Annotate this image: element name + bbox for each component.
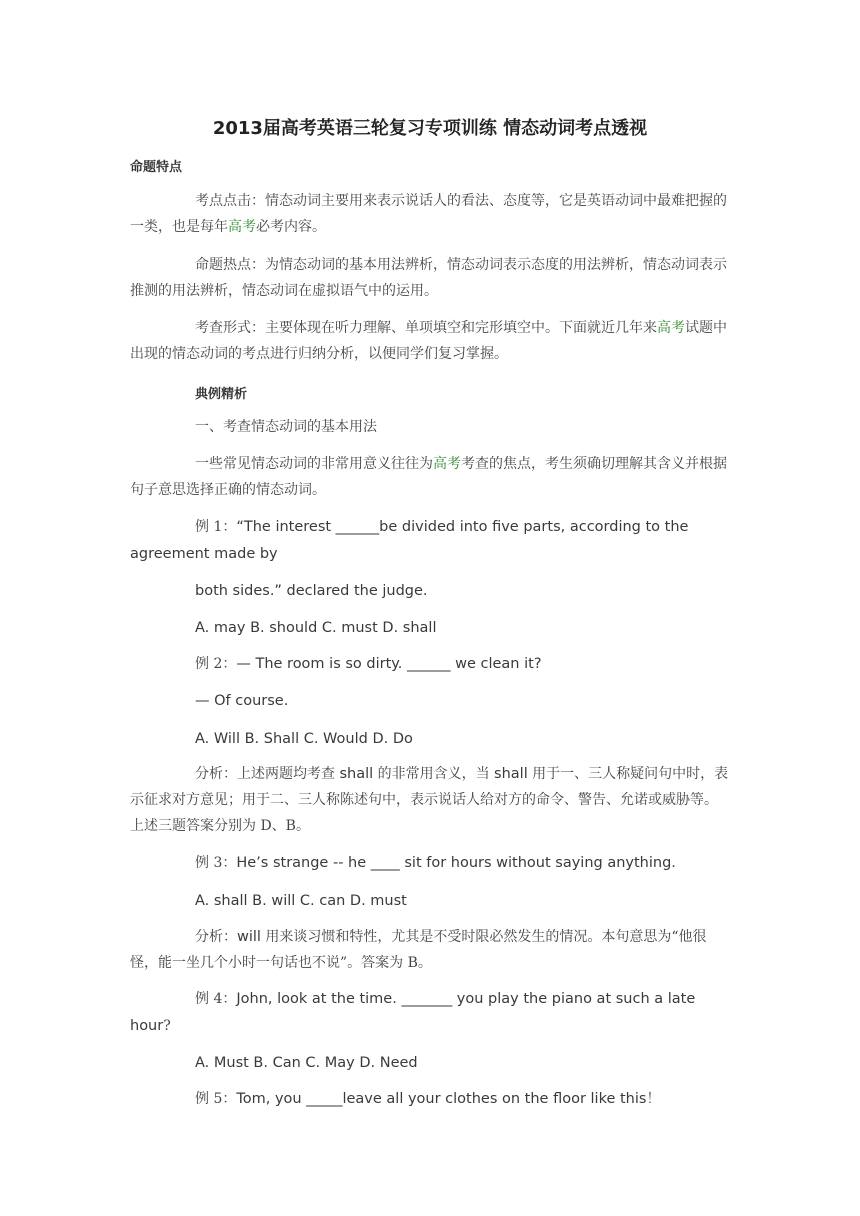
analysis-text: 分析：上述两题均考查: [195, 766, 340, 782]
example-text: both sides.” declared the judge.: [195, 583, 428, 599]
example-label: 例 3：: [195, 855, 237, 871]
paragraph-text: 一些常见情态动词的非常用意义往往为: [195, 456, 433, 472]
example-text: “The interest ______be divided into five parts, according to the: [236, 519, 689, 535]
paragraph-exam-format: [130, 315, 730, 367]
paragraph-text: 考查的焦点，考生须确切理解其含义并根据句子意思选择正确的情态动词。: [130, 456, 727, 498]
analysis-2: [130, 924, 730, 976]
paragraph-hot-topics: 命题热点：为情态动词的基本用法辨析，情态动词表示态度的用法辨析，情态动词表示推测的用法辨析，情态动词在虚拟语气中的运用。: [130, 257, 727, 299]
gaokao-link[interactable]: 高考: [657, 320, 685, 336]
example-text: John, look at the time. _______ you play the piano at such a late: [236, 991, 696, 1007]
example-text: — Of course.: [195, 693, 289, 709]
example-punct: ?: [163, 1018, 171, 1034]
analysis-term: will: [237, 929, 261, 945]
paragraph-text: 试题中出现的情态动词的考点进行归纳分析，以便同学们复习掌握。: [130, 320, 727, 362]
example-text: hour: [130, 1018, 164, 1034]
section-heading-features: 命题特点: [130, 160, 183, 175]
example-text: He’s strange -- he ____ sit for hours without saying anything.: [236, 855, 676, 871]
paragraph-text: 必考内容。: [256, 219, 326, 235]
analysis-text: 的非常用含义，当: [373, 766, 495, 782]
example-1-question-end: [195, 578, 735, 604]
example-label: 例 5：: [195, 1091, 237, 1107]
example-text: — The room is so dirty. ______ we clean it?: [236, 656, 542, 672]
example-1-options: [195, 615, 735, 641]
example-label: 例 4：: [195, 991, 237, 1007]
analysis-text: 分析：: [195, 929, 237, 945]
example-options: A. may B. should C. must D. shall: [195, 620, 437, 636]
example-options: A. Must B. Can C. May D. Need: [195, 1055, 418, 1071]
example-label: 例 2：: [195, 656, 237, 672]
analysis-text: 用来谈习惯和特性，尤其是不受时限必然发生的情况。本句意思为“他很怪，能一坐几个小时一句话也不说”。答案为 B。: [130, 929, 707, 971]
gaokao-link[interactable]: 高考: [228, 219, 256, 235]
section-heading-examples: 典例精析: [195, 387, 248, 402]
example-2-question: [195, 651, 735, 677]
example-options: A. shall B. will C. can D. must: [195, 893, 407, 909]
analysis-term: shall: [339, 766, 374, 782]
example-5-question: [195, 1086, 735, 1112]
example-4-question: [195, 986, 735, 1012]
example-options: A. Will B. Shall C. Would D. Do: [195, 731, 413, 747]
analysis-text: 用于一、三人称疑问句中时，表示征求对方意见；用于二、三人称陈述句中，表示说话人给对方的命令、警告、允诺或威胁等。上述三题答案分别为 D、B。: [130, 766, 729, 834]
paragraph-text: 考点点击：情态动词主要用来表示说话人的看法、态度等，它是英语动词中最难把握的一类，也是每年: [130, 193, 727, 235]
example-2-options: [195, 726, 735, 752]
gaokao-link[interactable]: 高考: [433, 456, 461, 472]
subsection-heading-basic-usage: 一、考查情态动词的基本用法: [195, 419, 377, 435]
example-4-question-cont: [130, 1013, 730, 1039]
example-3-options: [195, 888, 735, 914]
example-2-answer: [195, 688, 735, 714]
example-punct: ！: [646, 1091, 661, 1107]
example-1-question-cont: [130, 541, 730, 567]
example-text: Tom, you _____leave all your clothes on the floor like this: [236, 1091, 647, 1107]
example-4-options: [195, 1050, 735, 1076]
analysis-1: [130, 761, 730, 839]
paragraph-focus: [130, 451, 730, 503]
document-title: 2013届高考英语三轮复习专项训练 情态动词考点透视: [212, 118, 648, 139]
example-label: 例 1：: [195, 519, 237, 535]
example-1-question: [195, 514, 735, 540]
example-text: agreement made by: [130, 546, 278, 562]
paragraph-text: 考查形式：主要体现在听力理解、单项填空和完形填空中。下面就近几年来: [195, 320, 657, 336]
example-3-question: [195, 850, 735, 876]
analysis-term: shall: [494, 766, 528, 782]
paragraph-exam-point: [130, 188, 730, 240]
